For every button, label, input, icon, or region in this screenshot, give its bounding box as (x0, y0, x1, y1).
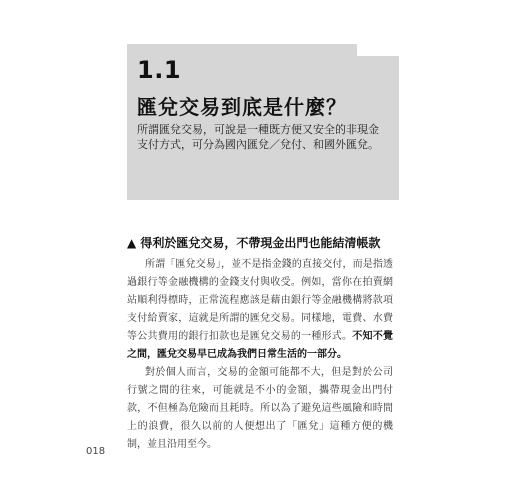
page-number: 018 (86, 446, 106, 457)
paragraph-1-emphasis: 不知不覺之間，匯兌交易早已成為我們日常生活的一部分。 (127, 331, 394, 360)
section-title: 匯兌交易到底是什麼？ (137, 95, 347, 119)
section-number: 1.1 (137, 56, 182, 84)
paragraph-1 (127, 256, 393, 364)
subheading: ▲ 得利於匯兌交易，不帶現金出門也能結清帳款 (127, 236, 381, 250)
header-tab-notch (357, 44, 399, 56)
section-description: 所謂匯兌交易，可說是一種既方便又安全的非現金支付方式，可分為國內匯兌／兌付、和國外匯兌。 (137, 123, 379, 151)
body-text (127, 256, 393, 454)
paragraph-1-text: 所謂「匯兌交易」，並不是指金錢的直接交付，而是指透過銀行等金融機構的金錢支付與收受。例如，當你在拍賣網站順利得標時，正常流程應該是藉由銀行等金融機構將款項支付給賣家，這就是所謂的匯兌交易。同樣地，電費、水費等公共費用的銀行扣款也是匯兌交易的一種形式。 (127, 259, 393, 342)
paragraph-2: 對於個人而言，交易的金額可能都不大，但是對於公司行號之間的往來，可能就是不小的金額，攜帶現金出門付款，不但極為危險而且耗時。所以為了避免這些風險和時間上的浪費，很久以前的人便想出了「匯兌」這種方便的機制，並且沿用至今。 (127, 367, 393, 450)
